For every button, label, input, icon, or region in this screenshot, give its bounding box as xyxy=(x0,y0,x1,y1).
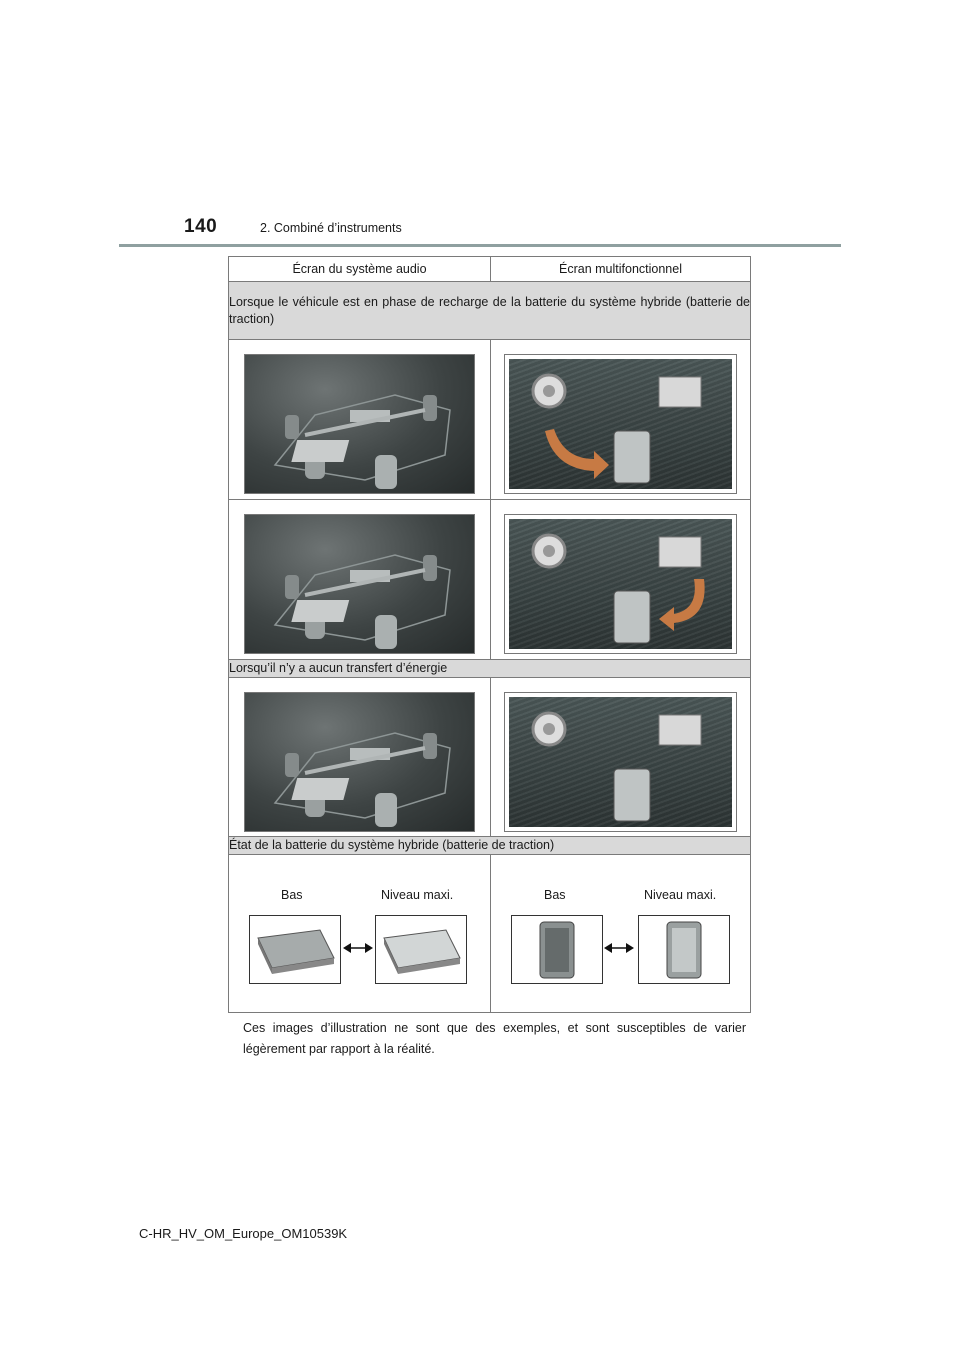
battery-max-image xyxy=(375,915,467,984)
section-title: 2. Combiné d’instruments xyxy=(260,221,402,235)
audio-screen-image xyxy=(244,514,475,654)
level-label-max: Niveau maxi. xyxy=(644,888,717,902)
mfd-energy-flow xyxy=(509,519,732,649)
mfd-energy-flow xyxy=(509,359,732,489)
section-label-charging: Lorsque le véhicule est en phase de recharge de la batterie du système hybride (batterie de traction) xyxy=(229,282,751,340)
battery-max-image xyxy=(638,915,730,984)
level-label-low: Bas xyxy=(544,888,566,902)
section-row-no-transfer xyxy=(229,660,751,678)
vehicle-illustration xyxy=(245,355,474,493)
audio-screen-image xyxy=(244,354,475,494)
table-header-row xyxy=(229,257,751,282)
battery-low-image xyxy=(249,915,341,984)
image-row xyxy=(229,500,751,660)
col-header-audio: Écran du système audio xyxy=(229,257,491,282)
battery-level-row xyxy=(229,855,751,1013)
section-label-no-transfer: Lorsqu’il n’y a aucun transfert d’énergie xyxy=(229,660,751,678)
battery-low-image xyxy=(511,915,603,984)
mfd-energy-flow xyxy=(509,697,732,827)
energy-monitor-table xyxy=(228,256,751,1013)
section-label-battery-state: État de la batterie du système hybride (batterie de traction) xyxy=(229,837,751,855)
level-label-low: Bas xyxy=(281,888,303,902)
level-label-max: Niveau maxi. xyxy=(381,888,454,902)
audio-screen-image xyxy=(244,692,475,832)
illustration-note: Ces images d’illustration ne sont que des exemples, et sont susceptibles de varier légèrement par rapport à la réalité. xyxy=(243,1021,746,1056)
page-number: 140 xyxy=(184,216,218,237)
double-arrow-icon xyxy=(343,941,373,955)
image-row xyxy=(229,340,751,500)
double-arrow-icon xyxy=(604,941,634,955)
footer-doc-id: C-HR_HV_OM_Europe_OM10539K xyxy=(139,1226,348,1241)
section-row-charging xyxy=(229,282,751,340)
mfd-screen-image xyxy=(504,692,737,832)
mfd-screen-image xyxy=(504,514,737,654)
image-row xyxy=(229,678,751,837)
col-header-mfd: Écran multifonctionnel xyxy=(491,257,751,282)
mfd-screen-image xyxy=(504,354,737,494)
section-row-battery-state xyxy=(229,837,751,855)
header-rule xyxy=(119,244,841,247)
vehicle-illustration xyxy=(245,693,474,831)
vehicle-illustration xyxy=(245,515,474,653)
